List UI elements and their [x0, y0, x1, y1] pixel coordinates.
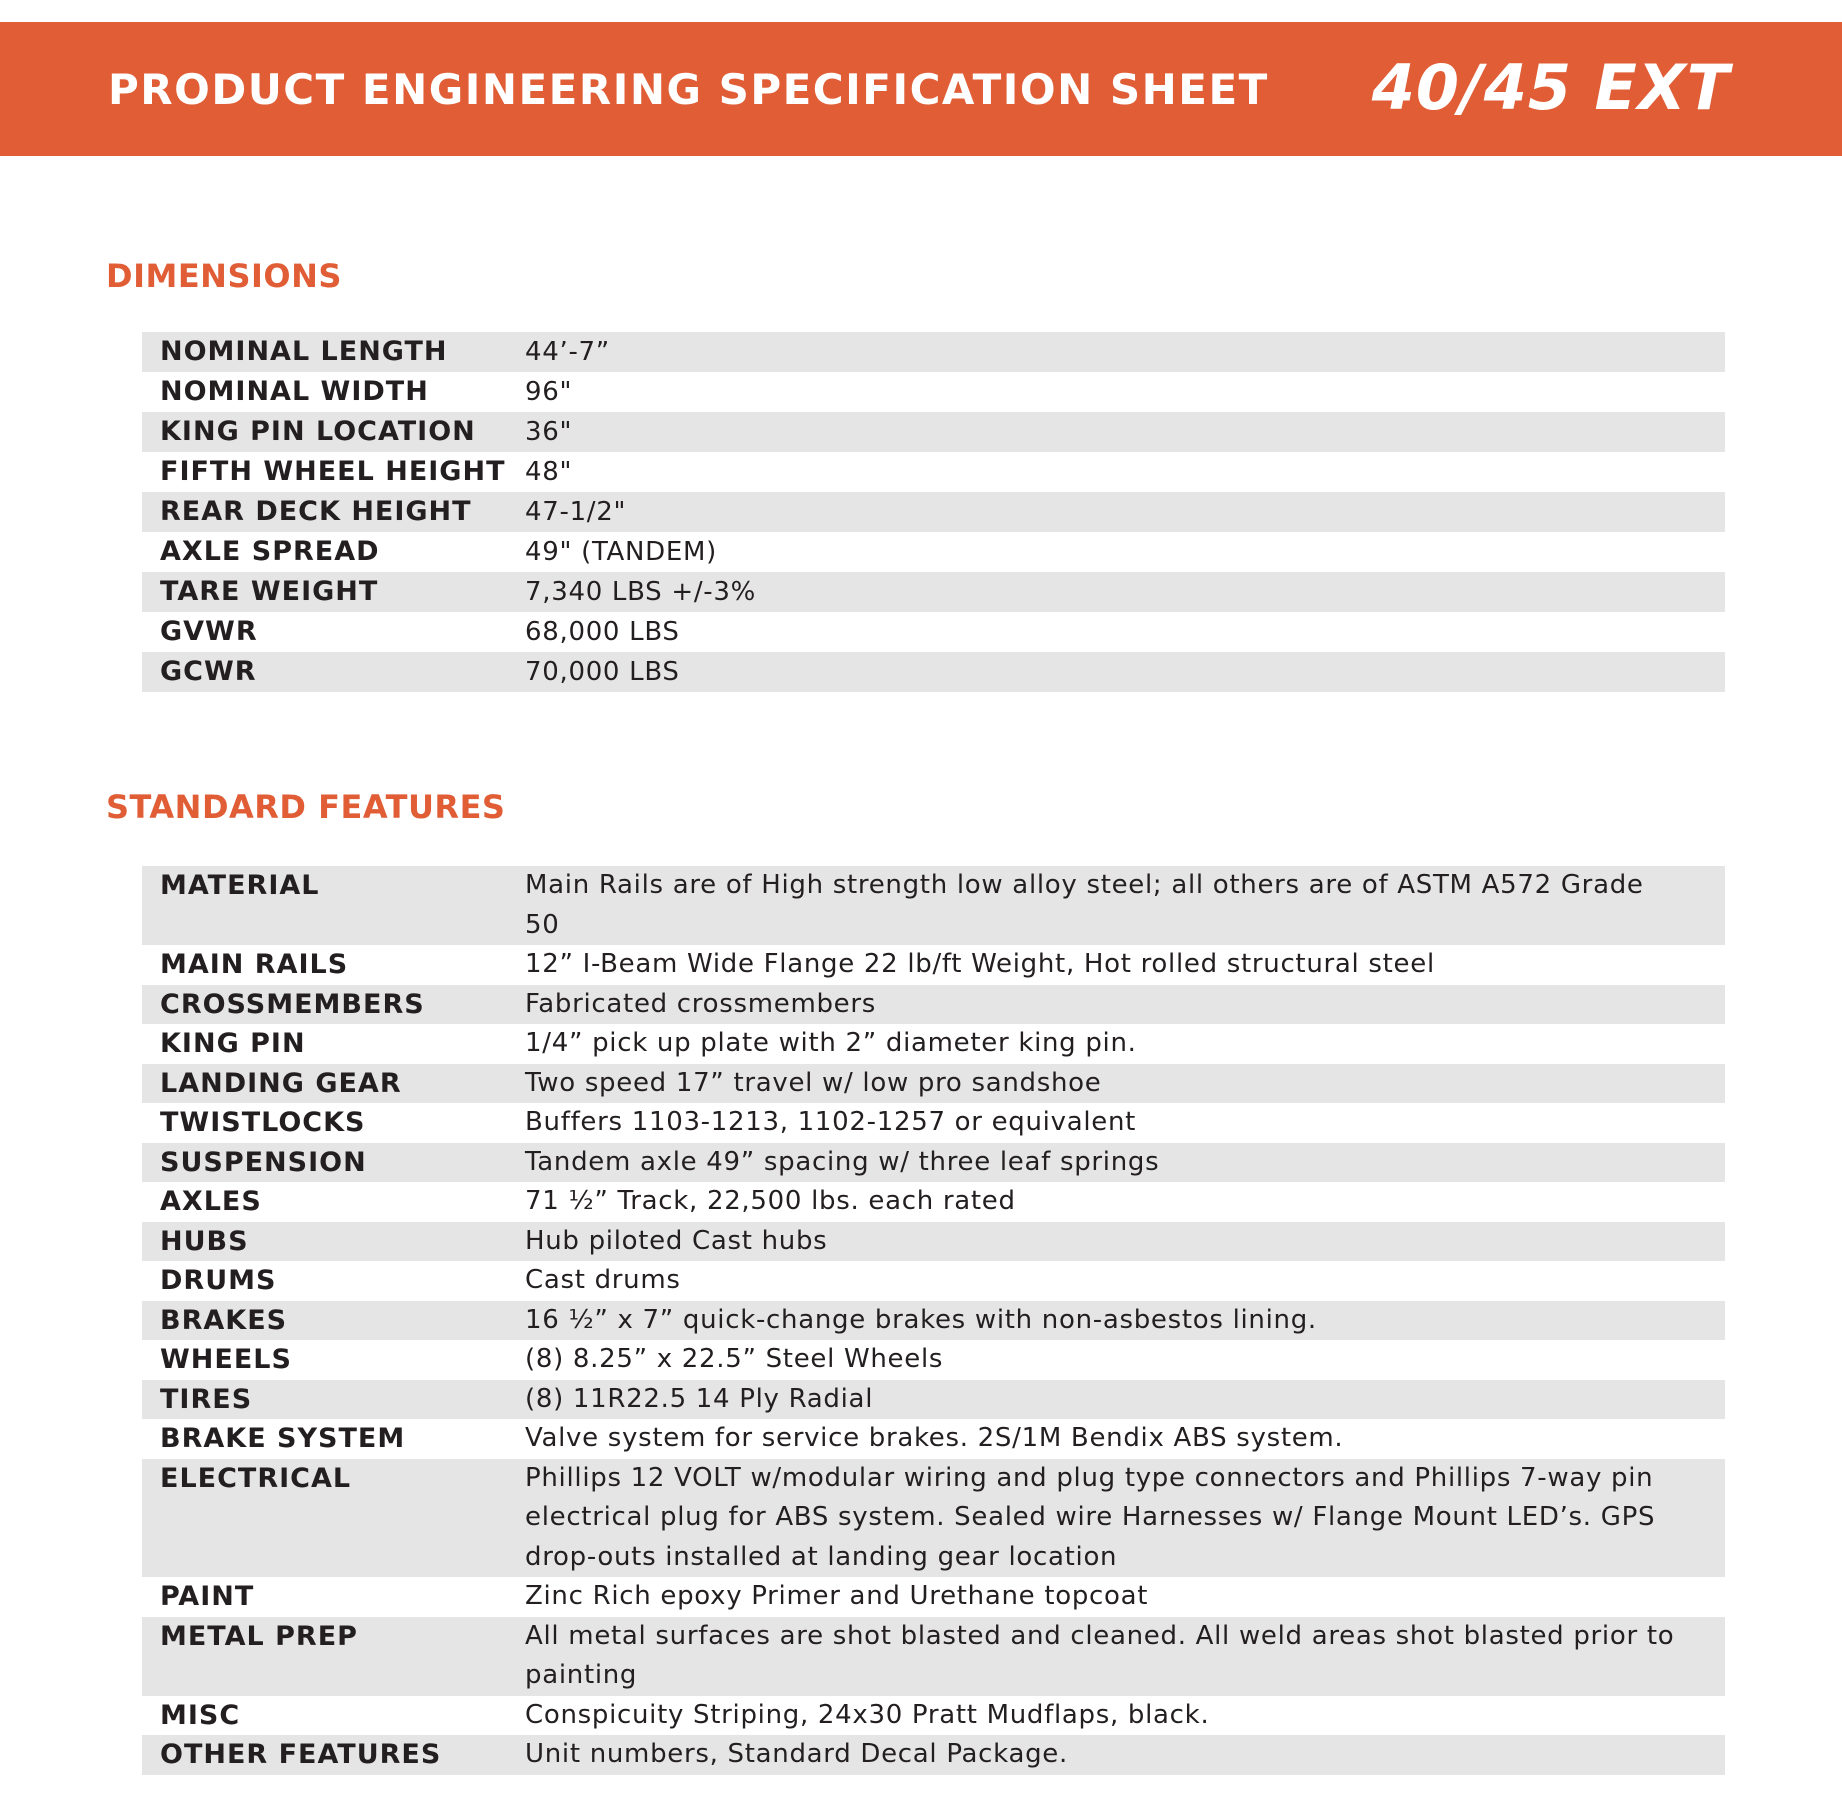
row-label: AXLES: [160, 1186, 262, 1217]
row-value: Phillips 12 VOLT w/modular wiring and plug type connectors and Phillips 7-way pin electrical plug for ABS system. Sealed wire Harnesses w/ Flange Mount LED’s. GPS drop-outs installed at landing gear location: [525, 1462, 1656, 1572]
table-row: [142, 412, 1725, 452]
table-row: [142, 985, 1725, 1025]
row-label: MISC: [160, 1699, 241, 1731]
row-label: AXLE SPREAD: [160, 536, 380, 567]
row-value: 71 ½” Track, 22,500 lbs. each rated: [525, 1186, 1016, 1216]
row-value: 44’-7”: [525, 337, 610, 367]
table-row: [142, 1419, 1725, 1459]
row-value: 49" (TANDEM): [525, 537, 717, 567]
row-label: GCWR: [160, 656, 257, 687]
table-row: [142, 1577, 1725, 1617]
dimensions-table: [142, 332, 1725, 692]
row-value: Conspicuity Striping, 24x30 Pratt Mudflaps, black.: [525, 1699, 1210, 1730]
table-row: [142, 612, 1725, 652]
table-row: [142, 1182, 1725, 1222]
row-value: Tandem axle 49” spacing w/ three leaf springs: [525, 1146, 1160, 1177]
row-label: KING PIN: [160, 1028, 306, 1059]
row-value: 36": [525, 417, 573, 447]
table-row: [142, 452, 1725, 492]
row-label: CROSSMEMBERS: [160, 988, 425, 1020]
sheet-title: PRODUCT ENGINEERING SPECIFICATION SHEET: [108, 65, 1269, 114]
row-label: MAIN RAILS: [160, 949, 349, 980]
table-row: [142, 1735, 1725, 1775]
row-value: All metal surfaces are shot blasted and cleaned. All weld areas shot blasted prior to painting: [525, 1620, 1675, 1690]
row-label: LANDING GEAR: [160, 1067, 402, 1099]
row-value: Fabricated crossmembers: [525, 988, 877, 1019]
row-label: PAINT: [160, 1581, 255, 1612]
table-row: [142, 652, 1725, 692]
row-label: GVWR: [160, 616, 258, 647]
row-value: Main Rails are of High strength low alloy steel; all others are of ASTM A572 Grade 50: [525, 870, 1644, 940]
table-row: [142, 1380, 1725, 1420]
row-label: HUBS: [160, 1225, 249, 1257]
row-label: WHEELS: [160, 1344, 292, 1375]
standard-features-table: [142, 866, 1725, 1775]
table-row: [142, 1301, 1725, 1341]
table-row: [142, 1064, 1725, 1104]
table-row: [142, 1222, 1725, 1262]
row-value: Zinc Rich epoxy Primer and Urethane topcoat: [525, 1581, 1149, 1611]
row-label: TWISTLOCKS: [160, 1107, 366, 1138]
row-value: 68,000 LBS: [525, 617, 680, 647]
row-value: Hub piloted Cast hubs: [525, 1225, 828, 1256]
row-label: TARE WEIGHT: [160, 576, 379, 607]
row-value: 47-1/2": [525, 497, 627, 527]
row-label: NOMINAL WIDTH: [160, 376, 429, 407]
row-value: 70,000 LBS: [525, 657, 680, 687]
row-label: METAL PREP: [160, 1620, 358, 1652]
table-row: [142, 1617, 1725, 1696]
row-value: 12” I-Beam Wide Flange 22 lb/ft Weight, Hot rolled structural steel: [525, 949, 1435, 979]
table-row: [142, 492, 1725, 532]
row-label: BRAKE SYSTEM: [160, 1423, 406, 1454]
row-value: 16 ½” x 7” quick-change brakes with non-asbestos lining.: [525, 1304, 1317, 1335]
row-value: Unit numbers, Standard Decal Package.: [525, 1739, 1068, 1769]
row-label: OTHER FEATURES: [160, 1739, 442, 1770]
table-row: [142, 866, 1725, 945]
dimensions-heading: DIMENSIONS: [106, 257, 342, 295]
row-label: SUSPENSION: [160, 1146, 367, 1178]
row-value: (8) 8.25” x 22.5” Steel Wheels: [525, 1344, 944, 1374]
row-value: 48": [525, 457, 573, 487]
row-label: NOMINAL LENGTH: [160, 336, 448, 367]
row-value: Cast drums: [525, 1265, 681, 1295]
table-row: [142, 372, 1725, 412]
row-value: 96": [525, 377, 573, 407]
table-row: [142, 945, 1725, 985]
row-label: REAR DECK HEIGHT: [160, 496, 472, 527]
row-value: Valve system for service brakes. 2S/1M Bendix ABS system.: [525, 1423, 1344, 1453]
table-row: [142, 1340, 1725, 1380]
table-row: [142, 1143, 1725, 1183]
table-row: [142, 1696, 1725, 1736]
row-value: Two speed 17” travel w/ low pro sandshoe: [525, 1067, 1102, 1098]
row-label: TIRES: [160, 1383, 253, 1415]
table-row: [142, 1261, 1725, 1301]
table-row: [142, 1459, 1725, 1578]
row-label: MATERIAL: [160, 870, 320, 901]
table-row: [142, 332, 1725, 372]
row-label: ELECTRICAL: [160, 1462, 352, 1494]
standard-features-heading: STANDARD FEATURES: [106, 788, 506, 826]
row-value: 7,340 LBS +/-3%: [525, 577, 757, 607]
row-value: Buffers 1103-1213, 1102-1257 or equivalent: [525, 1107, 1137, 1137]
model-name: 40/45 EXT: [1371, 51, 1730, 124]
table-row: [142, 1024, 1725, 1064]
row-label: FIFTH WHEEL HEIGHT: [160, 456, 506, 487]
row-label: BRAKES: [160, 1304, 288, 1336]
table-row: [142, 572, 1725, 612]
table-row: [142, 1103, 1725, 1143]
row-label: KING PIN LOCATION: [160, 416, 476, 447]
row-value: (8) 11R22.5 14 Ply Radial: [525, 1383, 874, 1414]
table-row: [142, 532, 1725, 572]
row-value: 1/4” pick up plate with 2” diameter king pin.: [525, 1028, 1137, 1058]
row-label: DRUMS: [160, 1265, 277, 1296]
